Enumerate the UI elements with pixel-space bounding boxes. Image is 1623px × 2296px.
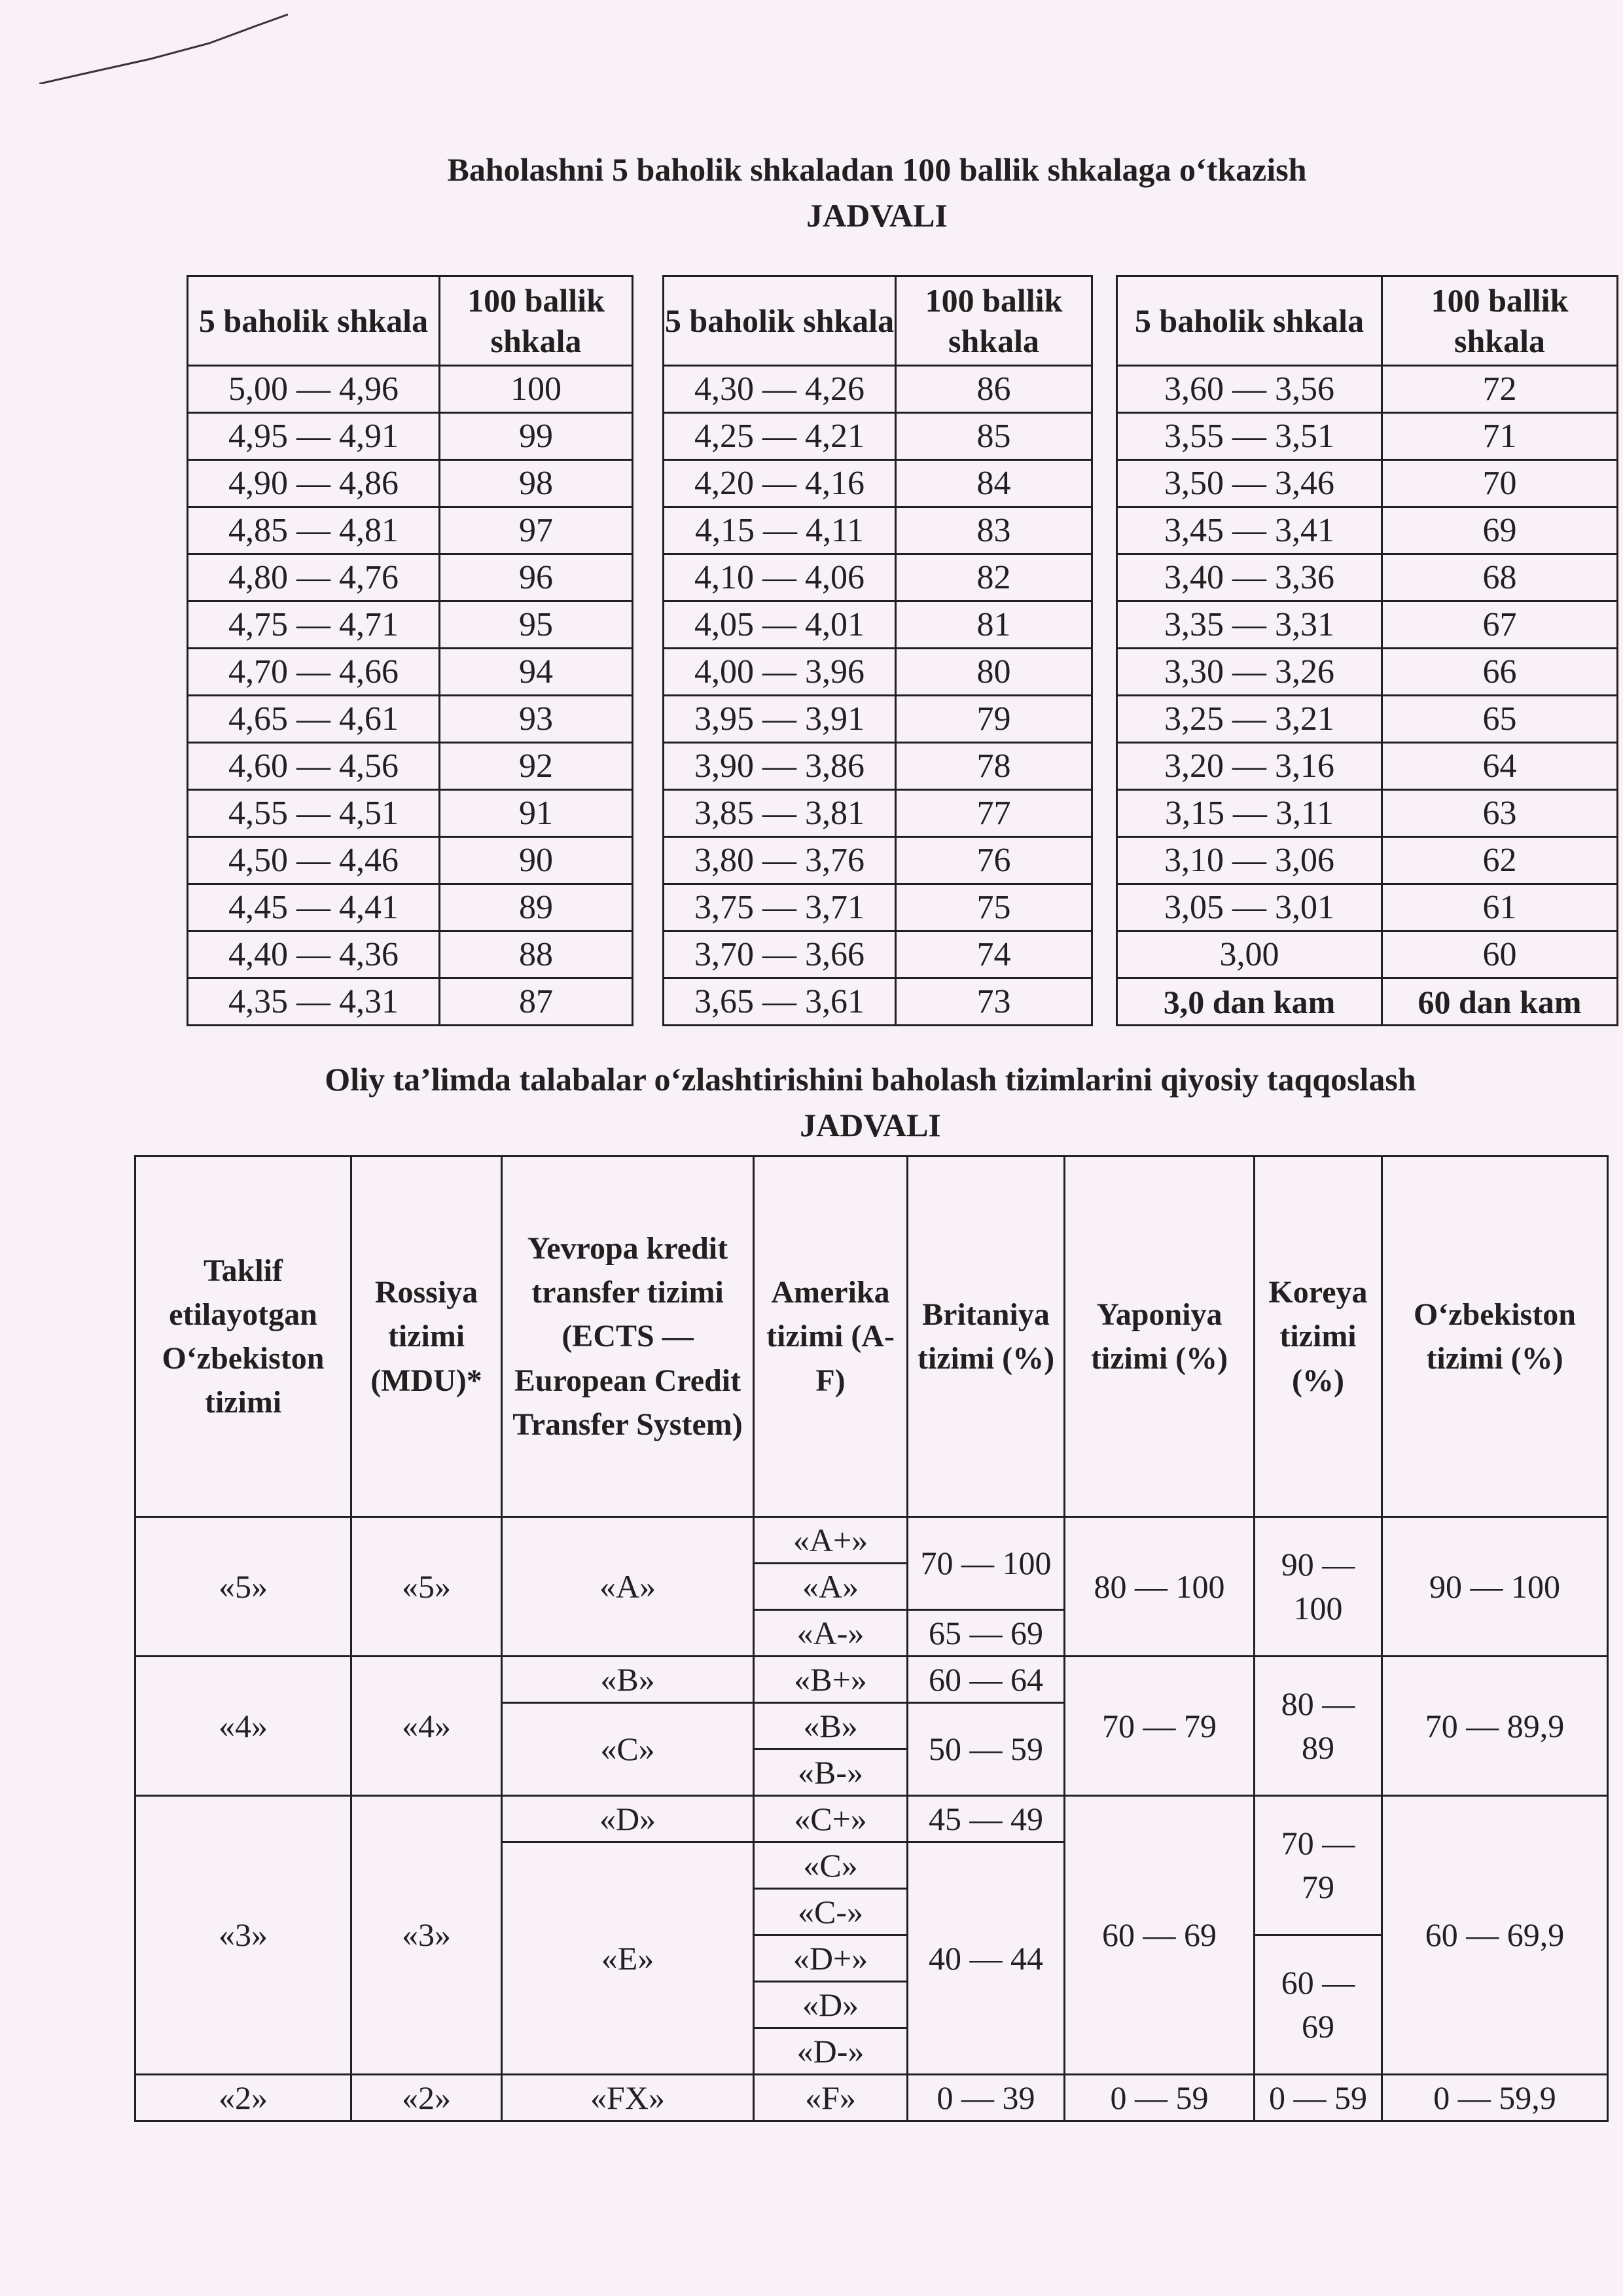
five-point-range: 3,55 — 3,51 bbox=[1117, 413, 1382, 460]
grade4-uzp: 70 — 89,9 bbox=[1382, 1657, 1608, 1796]
hundred-point-score: 75 bbox=[896, 884, 1092, 931]
conversion-row bbox=[188, 743, 633, 790]
grade3-row bbox=[135, 1796, 1608, 1842]
conversion-row bbox=[664, 366, 1092, 413]
grade4-ects: «B» bbox=[502, 1657, 754, 1703]
grade3-us: «C+» bbox=[754, 1796, 908, 1842]
grade5-uzp: 90 — 100 bbox=[1382, 1517, 1608, 1657]
conversion-row bbox=[664, 649, 1092, 696]
grade5-kr: 90 — 100 bbox=[1255, 1517, 1382, 1657]
conversion-row bbox=[1117, 978, 1618, 1026]
hundred-point-score: 97 bbox=[440, 507, 633, 554]
five-point-range: 3,85 — 3,81 bbox=[664, 790, 896, 837]
five-point-range: 4,50 — 4,46 bbox=[188, 837, 440, 884]
five-point-range: 4,45 — 4,41 bbox=[188, 884, 440, 931]
five-point-range: 3,00 bbox=[1117, 931, 1382, 978]
conversion-row bbox=[188, 507, 633, 554]
five-point-range: 5,00 — 4,96 bbox=[188, 366, 440, 413]
five-point-range: 3,50 — 3,46 bbox=[1117, 460, 1382, 507]
scan-edge-mark bbox=[39, 12, 288, 84]
conversion-table-middle bbox=[662, 275, 1093, 1026]
five-point-range: 4,65 — 4,61 bbox=[188, 696, 440, 743]
grade4-us: «B» bbox=[754, 1703, 908, 1749]
grade5-us: «A-» bbox=[754, 1610, 908, 1657]
conversion-row bbox=[664, 413, 1092, 460]
conversion-row bbox=[1117, 554, 1618, 601]
grade2-ru: «2» bbox=[351, 2075, 502, 2121]
grade2-us: «F» bbox=[754, 2075, 908, 2121]
five-point-range: 3,45 — 3,41 bbox=[1117, 507, 1382, 554]
conversion-row bbox=[664, 978, 1092, 1026]
grade5-ects: «A» bbox=[502, 1517, 754, 1657]
conversion-row bbox=[188, 884, 633, 931]
grade5-uk: 70 — 100 bbox=[908, 1517, 1065, 1610]
grade2-uk: 0 — 39 bbox=[908, 2075, 1065, 2121]
hundred-point-score: 88 bbox=[440, 931, 633, 978]
five-point-range: 4,40 — 4,36 bbox=[188, 931, 440, 978]
grade2-uzp: 0 — 59,9 bbox=[1382, 2075, 1608, 2121]
grade3-kr: 60 — 69 bbox=[1255, 1935, 1382, 2075]
grade4-us: «B+» bbox=[754, 1657, 908, 1703]
grade3-us: «C-» bbox=[754, 1889, 908, 1935]
conversion-row bbox=[1117, 413, 1618, 460]
conversion-row bbox=[188, 837, 633, 884]
conversion-row bbox=[664, 790, 1092, 837]
grade5-ru: «5» bbox=[351, 1517, 502, 1657]
hundred-point-score: 99 bbox=[440, 413, 633, 460]
hundred-point-score: 64 bbox=[1382, 743, 1618, 790]
conversion-row bbox=[1117, 649, 1618, 696]
conversion-row bbox=[664, 931, 1092, 978]
header-russia: Rossiya tizimi (MDU)* bbox=[351, 1157, 502, 1517]
five-point-range: 4,80 — 4,76 bbox=[188, 554, 440, 601]
header-ects: Yevropa kredit transfer tizimi (ECTS — European Credit Transfer System) bbox=[502, 1157, 754, 1517]
hundred-point-score: 60 dan kam bbox=[1382, 978, 1618, 1026]
grade2-uz: «2» bbox=[135, 2075, 351, 2121]
hundred-point-score: 61 bbox=[1382, 884, 1618, 931]
hundred-point-score: 73 bbox=[896, 978, 1092, 1026]
header-100-scale: 100 ballik shkala bbox=[896, 276, 1092, 366]
comparison-table-subtitle: JADVALI bbox=[800, 1107, 941, 1143]
grade3-uk: 40 — 44 bbox=[908, 1842, 1065, 2075]
five-point-range: 3,20 — 3,16 bbox=[1117, 743, 1382, 790]
conversion-row bbox=[1117, 931, 1618, 978]
comparison-table bbox=[134, 1155, 1609, 2122]
conversion-row bbox=[664, 507, 1092, 554]
header-uzbek-proposed: Taklif etilayotgan O‘zbekiston tizimi bbox=[135, 1157, 351, 1517]
grade3-uzp: 60 — 69,9 bbox=[1382, 1796, 1608, 2075]
conversion-row bbox=[1117, 696, 1618, 743]
header-100-scale: 100 ballik shkala bbox=[1382, 276, 1618, 366]
hundred-point-score: 60 bbox=[1382, 931, 1618, 978]
hundred-point-score: 93 bbox=[440, 696, 633, 743]
hundred-point-score: 74 bbox=[896, 931, 1092, 978]
header-100-scale: 100 ballik shkala bbox=[440, 276, 633, 366]
five-point-range: 3,15 — 3,11 bbox=[1117, 790, 1382, 837]
five-point-range: 3,30 — 3,26 bbox=[1117, 649, 1382, 696]
hundred-point-score: 80 bbox=[896, 649, 1092, 696]
hundred-point-score: 67 bbox=[1382, 601, 1618, 649]
five-point-range: 3,95 — 3,91 bbox=[664, 696, 896, 743]
hundred-point-score: 98 bbox=[440, 460, 633, 507]
hundred-point-score: 89 bbox=[440, 884, 633, 931]
grade4-row bbox=[135, 1657, 1608, 1703]
grade2-ects: «FX» bbox=[502, 2075, 754, 2121]
grade3-us: «D+» bbox=[754, 1935, 908, 1982]
hundred-point-score: 76 bbox=[896, 837, 1092, 884]
grade5-uz: «5» bbox=[135, 1517, 351, 1657]
conversion-row bbox=[664, 554, 1092, 601]
five-point-range: 3,40 — 3,36 bbox=[1117, 554, 1382, 601]
conversion-row bbox=[188, 366, 633, 413]
hundred-point-score: 96 bbox=[440, 554, 633, 601]
five-point-range: 4,85 — 4,81 bbox=[188, 507, 440, 554]
conversion-row bbox=[188, 554, 633, 601]
hundred-point-score: 71 bbox=[1382, 413, 1618, 460]
hundred-point-score: 86 bbox=[896, 366, 1092, 413]
five-point-range: 4,90 — 4,86 bbox=[188, 460, 440, 507]
grade4-ects: «C» bbox=[502, 1703, 754, 1796]
hundred-point-score: 94 bbox=[440, 649, 633, 696]
conversion-row bbox=[188, 931, 633, 978]
conversion-row bbox=[664, 601, 1092, 649]
conversion-table-subtitle: JADVALI bbox=[806, 197, 948, 234]
grade3-us: «C» bbox=[754, 1842, 908, 1889]
header-5-scale: 5 baholik shkala bbox=[664, 276, 896, 366]
header-japan: Yaponiya tizimi (%) bbox=[1065, 1157, 1255, 1517]
five-point-range: 4,00 — 3,96 bbox=[664, 649, 896, 696]
hundred-point-score: 82 bbox=[896, 554, 1092, 601]
hundred-point-score: 81 bbox=[896, 601, 1092, 649]
grade4-jp: 70 — 79 bbox=[1065, 1657, 1255, 1796]
hundred-point-score: 63 bbox=[1382, 790, 1618, 837]
conversion-row bbox=[1117, 366, 1618, 413]
five-point-range: 4,55 — 4,51 bbox=[188, 790, 440, 837]
grade4-ru: «4» bbox=[351, 1657, 502, 1796]
five-point-range: 3,10 — 3,06 bbox=[1117, 837, 1382, 884]
conversion-row bbox=[664, 743, 1092, 790]
five-point-range: 4,30 — 4,26 bbox=[664, 366, 896, 413]
conversion-row bbox=[1117, 743, 1618, 790]
hundred-point-score: 95 bbox=[440, 601, 633, 649]
header-row bbox=[188, 276, 633, 366]
grade4-uk: 50 — 59 bbox=[908, 1703, 1065, 1796]
header-uzbekistan: O‘zbekiston tizimi (%) bbox=[1382, 1157, 1608, 1517]
header-america: Amerika tizimi (A- F) bbox=[754, 1157, 908, 1517]
five-point-range: 4,20 — 4,16 bbox=[664, 460, 896, 507]
five-point-range: 3,60 — 3,56 bbox=[1117, 366, 1382, 413]
conversion-row bbox=[188, 413, 633, 460]
conversion-row bbox=[664, 837, 1092, 884]
grade5-row bbox=[135, 1517, 1608, 1564]
grade3-us: «D» bbox=[754, 1982, 908, 2028]
header-row bbox=[664, 276, 1092, 366]
conversion-row bbox=[188, 460, 633, 507]
hundred-point-score: 72 bbox=[1382, 366, 1618, 413]
grade4-uk: 60 — 64 bbox=[908, 1657, 1065, 1703]
hundred-point-score: 92 bbox=[440, 743, 633, 790]
five-point-range: 4,15 — 4,11 bbox=[664, 507, 896, 554]
conversion-row bbox=[1117, 837, 1618, 884]
conversion-table-title: Baholashni 5 baholik shkaladan 100 ballik shkalaga o‘tkazish bbox=[447, 151, 1307, 188]
header-row bbox=[135, 1157, 1608, 1517]
five-point-range: 3,35 — 3,31 bbox=[1117, 601, 1382, 649]
hundred-point-score: 66 bbox=[1382, 649, 1618, 696]
comparison-table-title: Oliy ta’limda talabalar o‘zlashtirishini baholash tizimlarini qiyosiy taqqoslash bbox=[325, 1061, 1416, 1098]
conversion-row bbox=[1117, 884, 1618, 931]
grade3-ru: «3» bbox=[351, 1796, 502, 2075]
header-korea: Koreya tizimi (%) bbox=[1255, 1157, 1382, 1517]
grade5-uk: 65 — 69 bbox=[908, 1610, 1065, 1657]
grade2-jp: 0 — 59 bbox=[1065, 2075, 1255, 2121]
conversion-row bbox=[664, 884, 1092, 931]
conversion-row bbox=[1117, 460, 1618, 507]
hundred-point-score: 77 bbox=[896, 790, 1092, 837]
five-point-range: 3,65 — 3,61 bbox=[664, 978, 896, 1026]
grade5-jp: 80 — 100 bbox=[1065, 1517, 1255, 1657]
five-point-range: 3,0 dan kam bbox=[1117, 978, 1382, 1026]
conversion-row bbox=[1117, 790, 1618, 837]
five-point-range: 4,60 — 4,56 bbox=[188, 743, 440, 790]
hundred-point-score: 65 bbox=[1382, 696, 1618, 743]
header-britain: Britaniya tizimi (%) bbox=[908, 1157, 1065, 1517]
five-point-range: 4,70 — 4,66 bbox=[188, 649, 440, 696]
grade2-row bbox=[135, 2075, 1608, 2121]
hundred-point-score: 62 bbox=[1382, 837, 1618, 884]
hundred-point-score: 69 bbox=[1382, 507, 1618, 554]
grade3-ects: «D» bbox=[502, 1796, 754, 1842]
hundred-point-score: 83 bbox=[896, 507, 1092, 554]
grade3-us: «D-» bbox=[754, 2028, 908, 2075]
header-row bbox=[1117, 276, 1618, 366]
conversion-row bbox=[664, 696, 1092, 743]
conversion-row bbox=[188, 649, 633, 696]
grade5-us: «A» bbox=[754, 1564, 908, 1610]
grade4-kr: 80 — 89 bbox=[1255, 1657, 1382, 1796]
grade3-uk: 45 — 49 bbox=[908, 1796, 1065, 1842]
conversion-row bbox=[664, 460, 1092, 507]
grade4-us: «B-» bbox=[754, 1749, 908, 1796]
five-point-range: 4,75 — 4,71 bbox=[188, 601, 440, 649]
five-point-range: 4,95 — 4,91 bbox=[188, 413, 440, 460]
conversion-row bbox=[188, 696, 633, 743]
hundred-point-score: 100 bbox=[440, 366, 633, 413]
hundred-point-score: 85 bbox=[896, 413, 1092, 460]
conversion-row bbox=[188, 790, 633, 837]
conversion-table-left bbox=[187, 275, 633, 1026]
hundred-point-score: 90 bbox=[440, 837, 633, 884]
hundred-point-score: 79 bbox=[896, 696, 1092, 743]
hundred-point-score: 84 bbox=[896, 460, 1092, 507]
grade4-uz: «4» bbox=[135, 1657, 351, 1796]
five-point-range: 3,25 — 3,21 bbox=[1117, 696, 1382, 743]
hundred-point-score: 70 bbox=[1382, 460, 1618, 507]
five-point-range: 3,80 — 3,76 bbox=[664, 837, 896, 884]
grade3-jp: 60 — 69 bbox=[1065, 1796, 1255, 2075]
five-point-range: 4,10 — 4,06 bbox=[664, 554, 896, 601]
five-point-range: 3,75 — 3,71 bbox=[664, 884, 896, 931]
header-5-scale: 5 baholik shkala bbox=[1117, 276, 1382, 366]
conversion-row bbox=[1117, 507, 1618, 554]
conversion-table-right bbox=[1116, 275, 1618, 1026]
conversion-row bbox=[188, 601, 633, 649]
five-point-range: 3,70 — 3,66 bbox=[664, 931, 896, 978]
grade3-uz: «3» bbox=[135, 1796, 351, 2075]
five-point-range: 4,35 — 4,31 bbox=[188, 978, 440, 1026]
hundred-point-score: 68 bbox=[1382, 554, 1618, 601]
header-5-scale: 5 baholik shkala bbox=[188, 276, 440, 366]
hundred-point-score: 91 bbox=[440, 790, 633, 837]
grade3-ects: «E» bbox=[502, 1842, 754, 2075]
grade5-us: «A+» bbox=[754, 1517, 908, 1564]
conversion-row bbox=[1117, 601, 1618, 649]
five-point-range: 4,05 — 4,01 bbox=[664, 601, 896, 649]
conversion-row bbox=[188, 978, 633, 1026]
five-point-range: 4,25 — 4,21 bbox=[664, 413, 896, 460]
five-point-range: 3,05 — 3,01 bbox=[1117, 884, 1382, 931]
grade3-kr: 70 — 79 bbox=[1255, 1796, 1382, 1935]
five-point-range: 3,90 — 3,86 bbox=[664, 743, 896, 790]
grade2-kr: 0 — 59 bbox=[1255, 2075, 1382, 2121]
hundred-point-score: 78 bbox=[896, 743, 1092, 790]
hundred-point-score: 87 bbox=[440, 978, 633, 1026]
